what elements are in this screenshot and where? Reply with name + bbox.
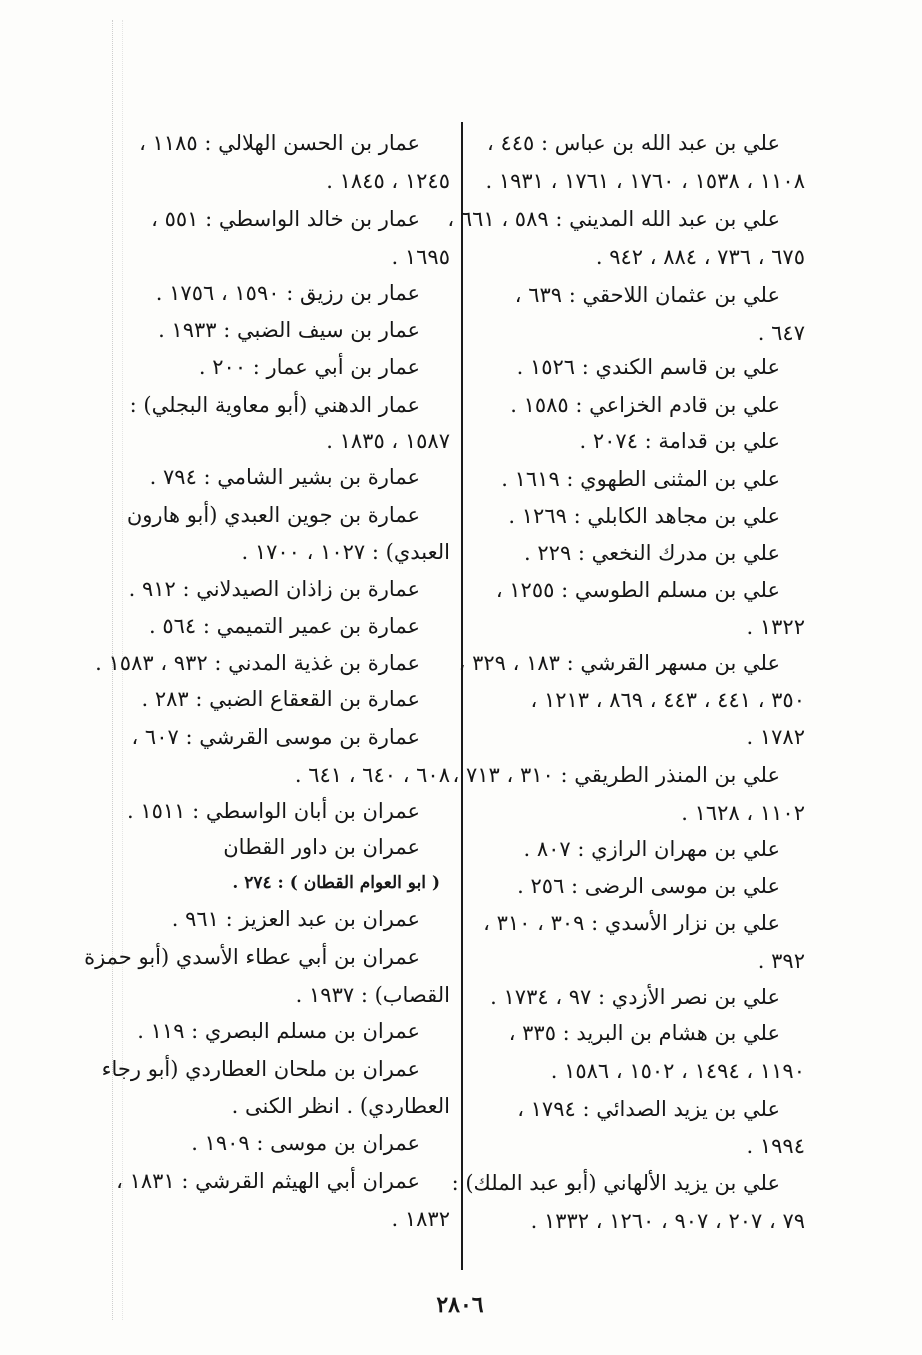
index-line: عمار بن أبي عمار : ٢٠٠ . [198, 355, 420, 379]
index-line: علي بن مدرك النخعي : ٢٢٩ . [524, 541, 780, 565]
index-line: علي بن مسهر القرشي : ١٨٣ ، ٣٢٩ ، [458, 651, 780, 675]
index-line: ١٥٨٧ ، ١٨٣٥ . [326, 429, 450, 453]
index-line: ١٨٣٢ . [391, 1207, 450, 1231]
index-line: علي بن نصر الأزدي : ٩٧ ، ١٧٣٤ . [490, 985, 780, 1009]
index-line: ١٦٩٥ . [391, 245, 450, 269]
index-line: عمارة بن جوين العبدي (أبو هارون [126, 503, 420, 527]
index-line: علي بن عبد الله المديني : ٥٨٩ ، ٦٦١ ، [447, 207, 780, 231]
index-line: عمران بن ملحان العطاردي (أبو رجاء [101, 1057, 420, 1081]
index-line: عمران بن أبان الواسطي : ١٥١١ . [126, 799, 420, 823]
index-line: عمران بن موسى : ١٩٠٩ . [191, 1131, 420, 1155]
index-line: ١٢٤٥ ، ١٨٤٥ . [326, 169, 450, 193]
index-line: ١٧٨٢ . [746, 725, 805, 749]
index-line: علي بن المثنى الطهوي : ١٦١٩ . [501, 467, 780, 491]
index-line: ٦٤٧ . [757, 321, 805, 345]
column-divider [461, 122, 463, 1270]
index-line: علي بن عبد الله بن عباس : ٤٤٥ ، [487, 131, 780, 155]
index-line: ٦٧٥ ، ٧٣٦ ، ٨٨٤ ، ٩٤٢ . [595, 245, 805, 269]
index-line: علي بن موسى الرضى : ٢٥٦ . [517, 874, 780, 898]
index-line: ١١٠٢ ، ١٦٢٨ . [681, 801, 805, 825]
index-line: علي بن مهران الرازي : ٨٠٧ . [523, 837, 780, 861]
index-line: علي بن يزيد الصدائي : ١٧٩٤ ، [517, 1097, 780, 1121]
page-number: ٢٨٠٦ [436, 1292, 484, 1318]
index-line: عمار بن سيف الضبي : ١٩٣٣ . [158, 318, 420, 342]
index-line: عمران بن داور القطان [223, 835, 420, 859]
index-line: ١٩٩٤ . [746, 1134, 805, 1158]
index-line: عمارة بن عمير التميمي : ٥٦٤ . [149, 614, 420, 638]
index-line: علي بن قادم الخزاعي : ١٥٨٥ . [510, 393, 780, 417]
index-line: علي بن قاسم الكندي : ١٥٢٦ . [516, 355, 780, 379]
index-line: ٦٠٨ ، ٦٤٠ ، ٦٤١ . [294, 763, 450, 787]
index-line: علي بن يزيد الألهاني (أبو عبد الملك) : [451, 1171, 780, 1195]
index-line: العبدي) : ١٠٢٧ ، ١٧٠٠ . [241, 540, 450, 564]
index-line: عمران أبي الهيثم القرشي : ١٨٣١ ، [116, 1169, 420, 1193]
index-line: عمار بن رزيق : ١٥٩٠ ، ١٧٥٦ . [155, 281, 420, 305]
index-line: ٣٥٠ ، ٤٤١ ، ٤٤٣ ، ٨٦٩ ، ١٢١٣ ، [530, 688, 805, 712]
index-line: علي بن المنذر الطريقي : ٣١٠ ، ٧١٣ ، [452, 763, 780, 787]
index-line: القصاب) : ١٩٣٧ . [295, 983, 450, 1007]
index-line: عمران بن أبي عطاء الأسدي (أبو حمزة [84, 945, 420, 969]
index-line: عمار بن الحسن الهلالي : ١١٨٥ ، [139, 131, 420, 155]
index-line: ٣٩٢ . [757, 949, 805, 973]
index-line: ١١٩٠ ، ١٤٩٤ ، ١٥٠٢ ، ١٥٨٦ . [550, 1059, 805, 1083]
index-line: عمارة بن زاذان الصيدلاني : ٩١٢ . [128, 577, 420, 601]
index-line: العطاردي) . انظر الكنى . [231, 1094, 450, 1118]
index-line: عمار بن خالد الواسطي : ٥٥١ ، [151, 207, 420, 231]
index-line: علي بن مسلم الطوسي : ١٢٥٥ ، [495, 578, 780, 602]
index-line: علي بن هشام بن البريد : ٣٣٥ ، [508, 1021, 780, 1045]
index-line: عمارة بن موسى القرشي : ٦٠٧ ، [131, 725, 420, 749]
index-line: ١٣٢٢ . [746, 615, 805, 639]
index-line: علي بن عثمان اللاحقي : ٦٣٩ ، [514, 283, 780, 307]
index-line: عمار الدهني (أبو معاوية البجلي) : [129, 393, 420, 417]
index-line: عمارة بن القعقاع الضبي : ٢٨٣ . [141, 687, 420, 711]
index-line: عمارة بن بشير الشامي : ٧٩٤ . [149, 465, 420, 489]
index-line: عمارة بن غذية المدني : ٩٣٢ ، ١٥٨٣ . [95, 651, 420, 675]
index-line: ١١٠٨ ، ١٥٣٨ ، ١٧٦٠ ، ١٧٦١ ، ١٩٣١ . [485, 169, 805, 193]
index-line: ( ابو العوام القطان ) : ٢٧٤ . [232, 873, 440, 893]
index-line: عمران بن مسلم البصري : ١١٩ . [137, 1019, 420, 1043]
index-line: علي بن قدامة : ٢٠٧٤ . [579, 429, 780, 453]
index-line: علي بن مجاهد الكابلي : ١٢٦٩ . [508, 504, 780, 528]
index-line: ٧٩ ، ٢٠٧ ، ٩٠٧ ، ١٢٦٠ ، ١٣٣٢ . [530, 1209, 805, 1233]
index-line: علي بن نزار الأسدي : ٣٠٩ ، ٣١٠ ، [483, 911, 780, 935]
index-line: عمران بن عبد العزيز : ٩٦١ . [171, 907, 420, 931]
